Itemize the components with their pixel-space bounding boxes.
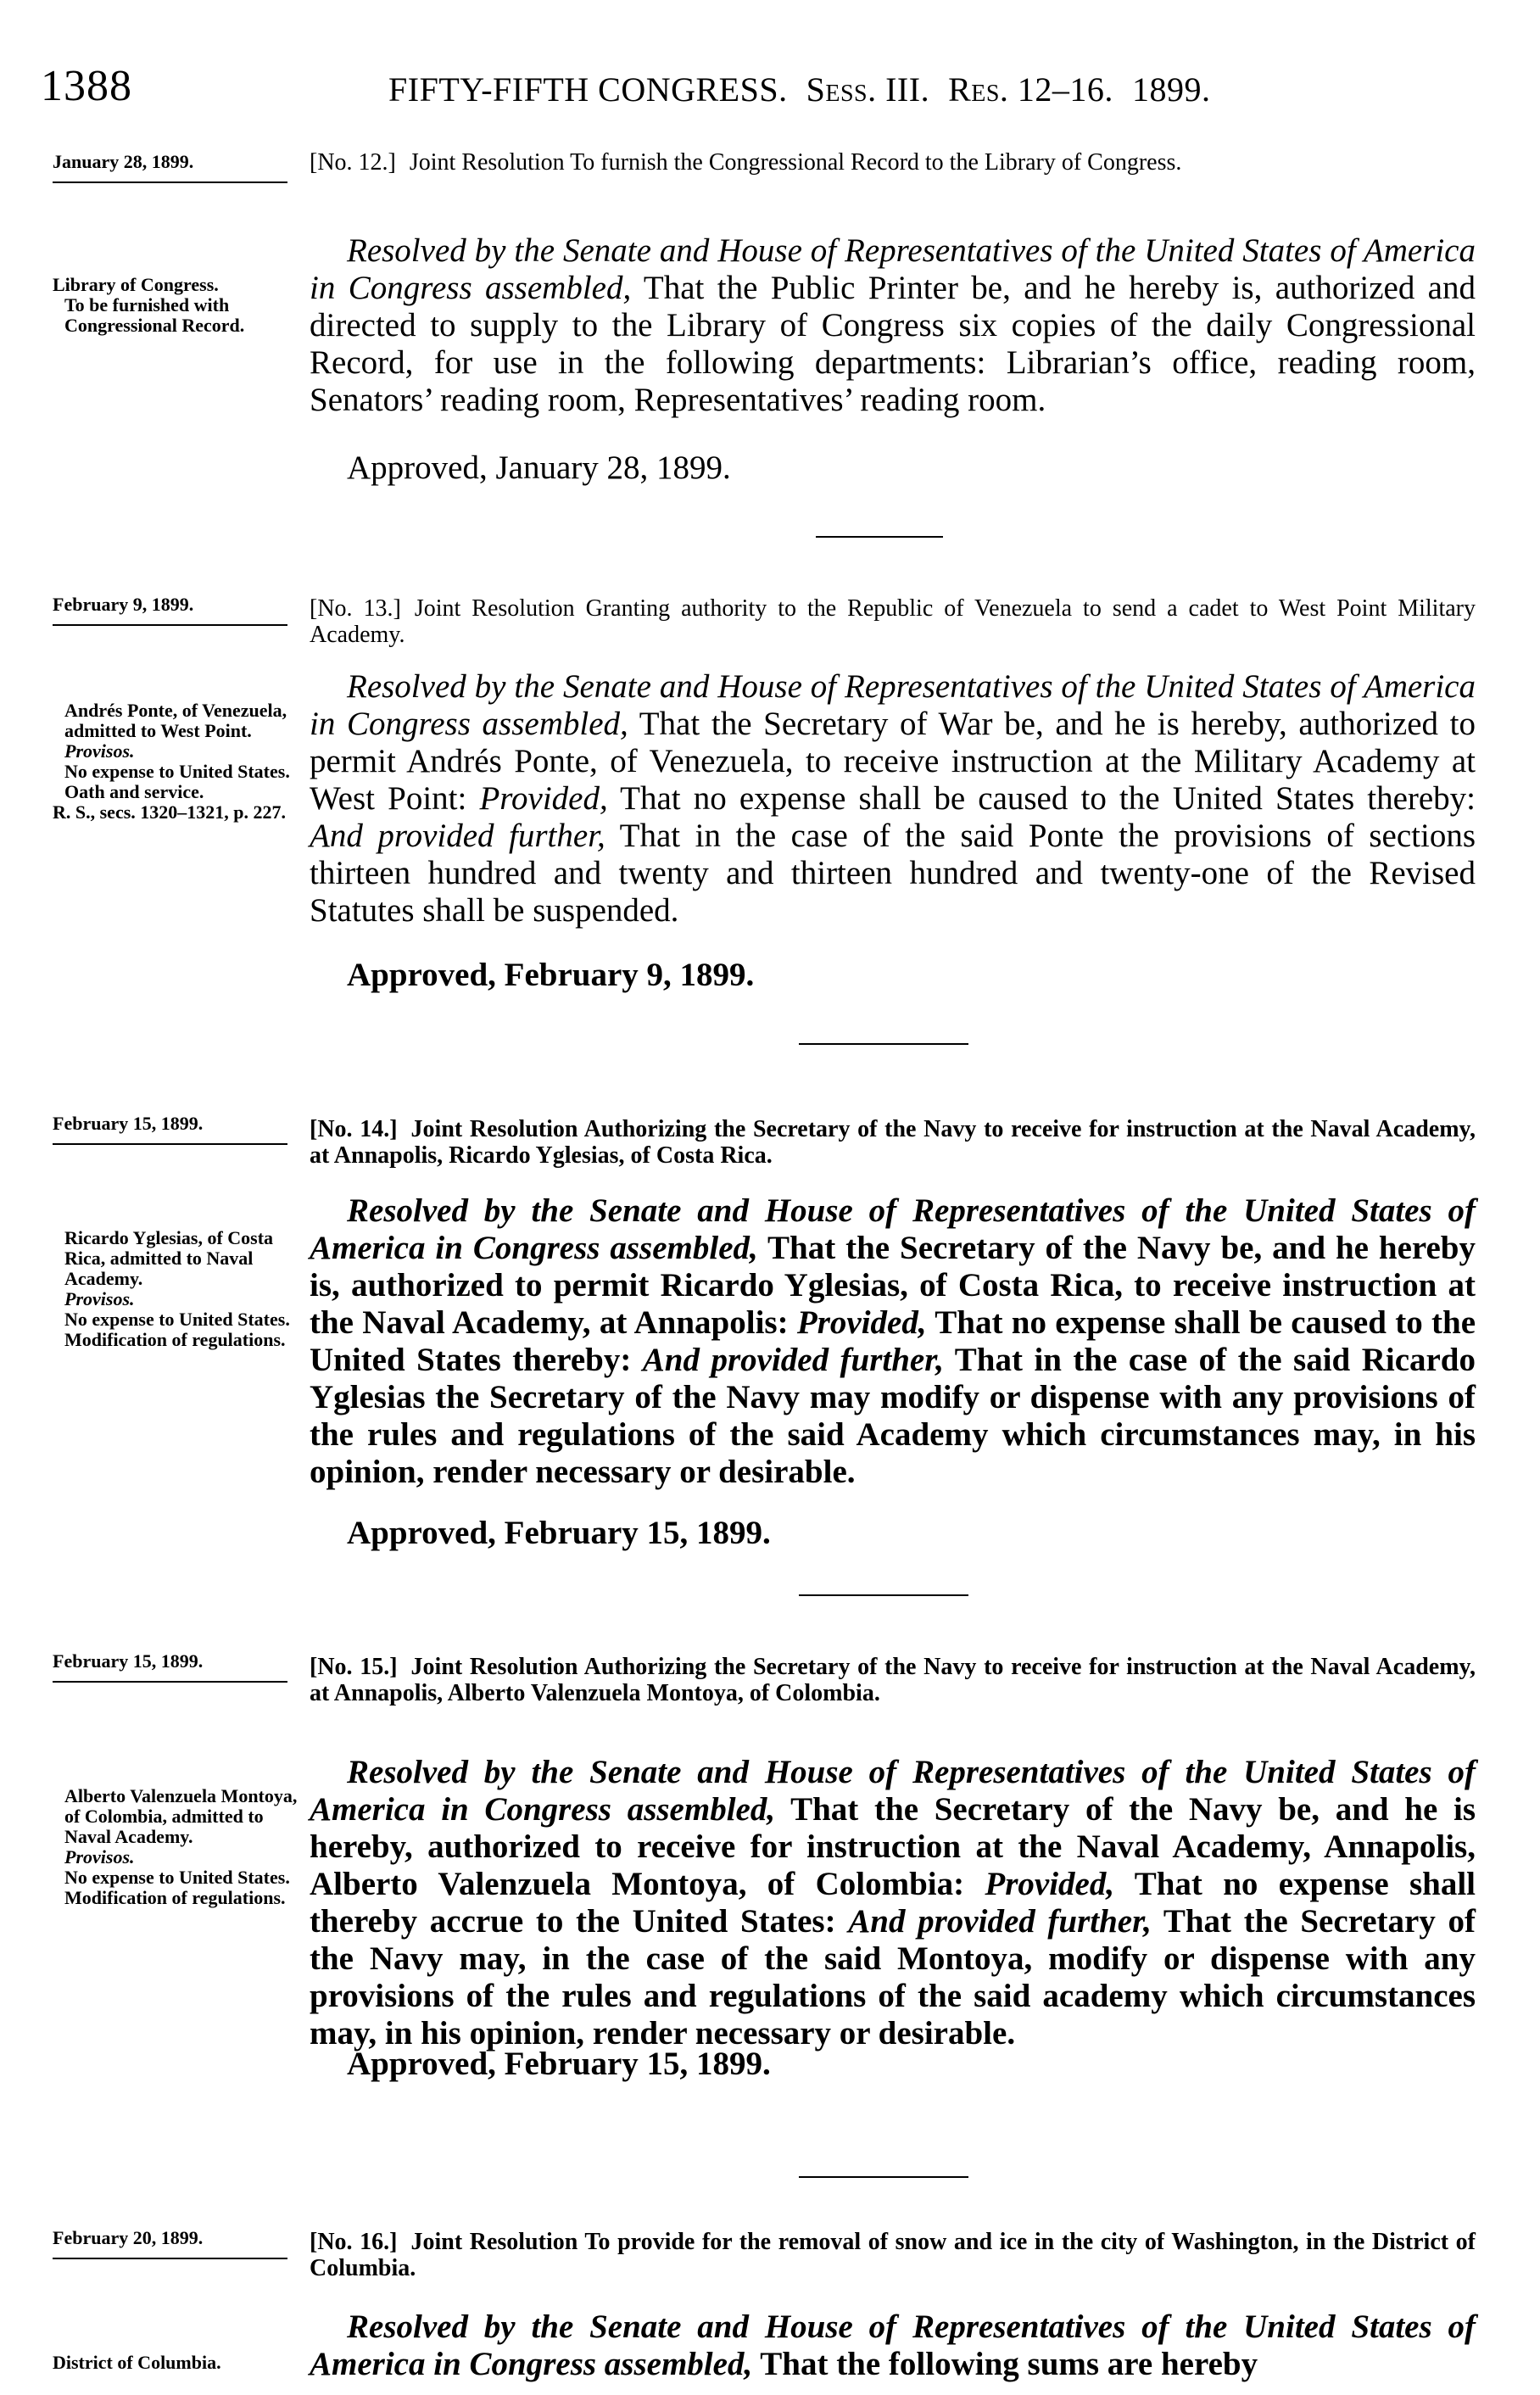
margin-notes <box>53 701 299 823</box>
body-text: That no expense shall be caused to the United States thereby: <box>620 780 1476 817</box>
resolution-body <box>310 668 1476 930</box>
margin-note: No expense to United States. <box>64 1867 290 1888</box>
resolution-15 <box>0 1650 1540 2125</box>
body-text: That the Public Printer be, and he hereby is, authorized and directed to supply to the Library of Congress six copies of the daily Congressional Record, for use in the following departments: Librarian’s office, reading room, Senators’ reading room, Representatives’ reading room. <box>310 270 1476 418</box>
resolution-body <box>310 1754 1476 2052</box>
running-head-title <box>388 70 1210 109</box>
body-text: That the Secretary of the Navy be, and he hereby is, authorized to permit Ricardo Yglesias, of Costa Rica, to receive instruction at the Naval Academy, at Annapolis: <box>310 1230 1476 1341</box>
proviso-clause: And provided further, <box>642 1342 945 1378</box>
margin-notes <box>53 2353 299 2373</box>
resolution-title-text: Joint Resolution To provide for the removal of snow and ice in the city of Washington, in the District of Columbia. <box>310 2229 1476 2281</box>
body-text: That the Secretary of War be, and he is hereby, authorized to permit Andrés Ponte, of Venezuela, to receive instruction at the Military Academy at West Point: <box>310 706 1476 817</box>
body-text: That the following sums are hereby <box>760 2346 1258 2382</box>
section-divider <box>799 1594 968 1596</box>
resolution-title-text: Joint Resolution Granting authority to the Republic of Venezuela to send a cadet to West Point Military Academy. <box>310 595 1476 648</box>
approved-line: Approved, January 28, 1899. <box>347 449 731 486</box>
proviso-clause: Provided, <box>796 1304 927 1341</box>
body-text: That in the case of the said Ponte the provisions of sections thirteen hundred and twenty and thirteen hundred and twenty-one of the Revised Statutes shall be suspended. <box>310 818 1476 929</box>
resolution-body <box>310 232 1476 419</box>
enacting-clause: Resolved by the Senate and House of Representatives of the United States of America in Congress assembled, <box>310 1192 1476 1266</box>
congress-label: FIFTY-FIFTH CONGRESS. <box>388 70 788 109</box>
enacting-clause: Resolved by the Senate and House of Representatives of the United States of America in Congress assembled, <box>310 232 1476 306</box>
margin-note: Modification of regulations. <box>64 1887 286 1908</box>
date-rule <box>53 181 287 183</box>
body-text: That in the case of the said Ricardo Yglesias the Secretary of the Navy may modify or dispense with any provisions of the rules and regulations of the said Academy which circumstances may, in his opinion, render necessary or desirable. <box>310 1342 1476 1490</box>
date-rule <box>53 1681 287 1683</box>
date-rule <box>53 2258 287 2259</box>
section-divider <box>799 1043 968 1045</box>
margin-note: R. S., secs. 1320–1321, p. 227. <box>53 801 287 823</box>
resolution-13 <box>0 594 1540 1018</box>
resolution-title <box>310 1116 1476 1169</box>
date-rule <box>53 624 287 626</box>
margin-note: Ricardo Yglesias, of Costa Rica, admitted to Naval Academy. <box>64 1227 274 1289</box>
date-rule <box>53 1143 287 1145</box>
resolution-12 <box>0 151 1540 507</box>
proviso-clause: And provided further, <box>310 818 605 854</box>
resolution-number: [No. 13.] <box>310 595 401 622</box>
body-text: That no expense shall be caused to the United States thereby: <box>310 1304 1476 1378</box>
margin-note: No expense to United States. <box>64 761 290 782</box>
resolution-title-text: Joint Resolution Authorizing the Secretary of the Navy to receive for instruction at the Naval Academy, at Annapolis, Ricardo Yglesias, of Costa Rica. <box>310 1116 1476 1169</box>
margin-note-provisos: Provisos. <box>64 1846 135 1867</box>
proviso-clause: And provided further, <box>848 1903 1152 1940</box>
margin-note: No expense to United States. <box>64 1309 290 1330</box>
section-divider <box>816 536 943 538</box>
body-text: That the Secretary of the Navy be, and he is hereby, authorized to receive for instruction at the Naval Academy, Annapolis, Alberto Valenzuela Montoya, of Colombia: <box>310 1791 1476 1902</box>
resolution-date: February 15, 1899. <box>53 1650 204 1672</box>
resolution-date: February 20, 1899. <box>53 2227 204 2248</box>
resolution-body <box>310 2308 1476 2383</box>
resolution-title <box>310 2229 1476 2281</box>
margin-notes <box>53 1786 299 1908</box>
resolution-title <box>310 595 1476 648</box>
resolution-date: February 15, 1899. <box>53 1113 204 1134</box>
resolution-title-text: Joint Resolution Authorizing the Secretary of the Navy to receive for instruction at the Naval Academy, at Annapolis, Alberto Valenzuela Montoya, of Colombia. <box>310 1654 1476 1706</box>
header-year: 1899. <box>1131 70 1211 109</box>
body-text: That no expense shall thereby accrue to the United States: <box>310 1866 1476 1940</box>
proviso-clause: Provided, <box>479 780 608 817</box>
approved-line: Approved, February 15, 1899. <box>347 2046 771 2082</box>
resolution-number: [No. 15.] <box>310 1654 398 1680</box>
enacting-clause: Resolved by the Senate and House of Representatives of the United States of America in Congress assembled, <box>310 2308 1476 2382</box>
resolution-date: January 28, 1899. <box>53 151 194 172</box>
resolution-title-text: Joint Resolution To furnish the Congressional Record to the Library of Congress. <box>409 149 1182 176</box>
resolution-date: February 9, 1899. <box>53 594 194 615</box>
margin-note: Oath and service. <box>64 781 204 802</box>
proviso-clause: Provided, <box>985 1866 1115 1902</box>
approved-line: Approved, February 9, 1899. <box>347 957 755 993</box>
approved-line: Approved, February 15, 1899. <box>347 1515 771 1551</box>
resolution-number: [No. 12.] <box>310 149 396 176</box>
resolution-title <box>310 1654 1476 1706</box>
margin-notes <box>53 1228 299 1350</box>
section-divider <box>799 2176 968 2178</box>
margin-notes <box>53 275 299 336</box>
margin-note: Library of Congress. <box>53 274 219 295</box>
margin-note: To be furnished with Congressional Record. <box>64 294 245 336</box>
margin-note: Modification of regulations. <box>64 1329 286 1350</box>
resolution-number: [No. 16.] <box>310 2229 398 2255</box>
margin-note-provisos: Provisos. <box>64 1288 135 1309</box>
resolution-number: [No. 14.] <box>310 1116 398 1142</box>
session-label: Sess. III. <box>806 70 930 109</box>
enacting-clause: Resolved by the Senate and House of Representatives of the United States of America in Congress assembled, <box>310 1754 1476 1828</box>
resolution-body <box>310 1192 1476 1491</box>
margin-note: Andrés Ponte, of Venezuela, admitted to West Point. <box>64 700 287 741</box>
resolution-16 <box>0 2227 1540 2395</box>
body-text: That the Secretary of the Navy may, in the case of the said Montoya, modify or dispense with any provisions of the rules and regulations of the said academy which circumstances may, in his opinion, render necessary or desirable. <box>310 1903 1476 2052</box>
running-header <box>41 61 1482 112</box>
margin-note-provisos: Provisos. <box>64 740 135 762</box>
page-number: 1388 <box>41 62 132 110</box>
resolution-title <box>310 149 1476 176</box>
margin-note: District of Columbia. <box>53 2352 221 2373</box>
resolution-14 <box>0 1113 1540 1571</box>
enacting-clause: Resolved by the Senate and House of Representatives of the United States of America in Congress assembled, <box>310 668 1476 742</box>
margin-note: Alberto Valenzuela Montoya, of Colombia, admitted to Naval Academy. <box>64 1785 298 1847</box>
resolutions-range: Res. 12–16. <box>948 70 1113 109</box>
